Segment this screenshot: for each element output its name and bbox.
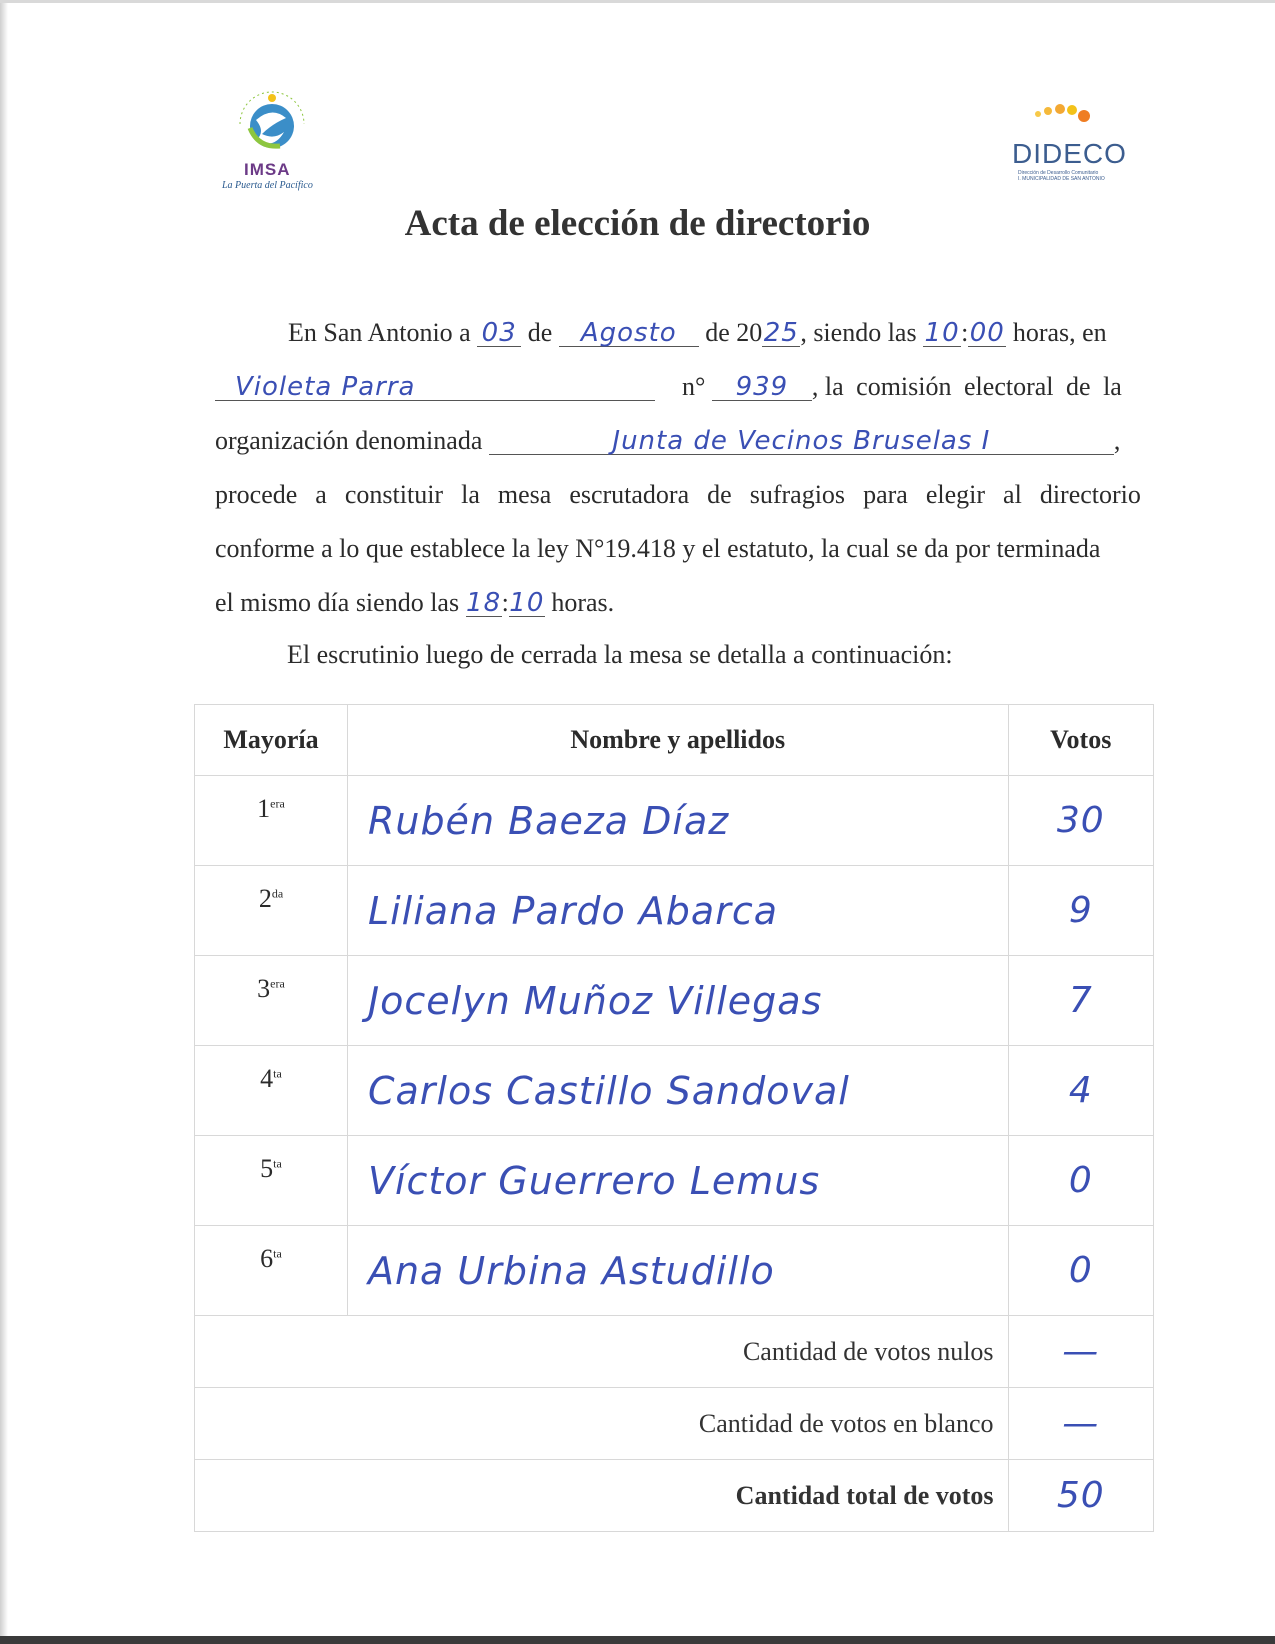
candidate-name: Jocelyn Muñoz Villegas	[367, 978, 823, 1023]
null-votes-value: —	[1062, 1331, 1100, 1372]
street-value: Violeta Parra	[235, 372, 416, 402]
header-rank: Mayoría	[195, 705, 348, 776]
candidate-votes: 30	[1056, 800, 1105, 841]
total-votes-row	[195, 1460, 1154, 1532]
header-name: Nombre y apellidos	[347, 705, 1008, 776]
month-value: Agosto	[580, 318, 677, 348]
table-row	[195, 866, 1154, 956]
scan-shadow-left	[0, 0, 8, 1644]
candidate-votes: 0	[1068, 1160, 1093, 1201]
candidate-votes: 4	[1068, 1070, 1093, 1111]
paragraph-line-6: el mismo día siendo las 18:10 horas.	[215, 588, 615, 618]
street-number-value: 939	[735, 372, 789, 402]
candidate-name: Víctor Guerrero Lemus	[367, 1158, 821, 1203]
dideco-logo-subtitle-2: I. MUNICIPALIDAD DE SAN ANTONIO	[1018, 176, 1105, 182]
table-row	[195, 1136, 1154, 1226]
total-votes-value: 50	[1056, 1475, 1105, 1516]
imsa-logo-tagline: La Puerta del Pacífico	[222, 180, 313, 191]
document-title: Acta de elección de directorio	[404, 203, 871, 244]
paragraph-line-1: En San Antonio a 03 de Agosto de 2025, siendo las 10:00 horas, en	[288, 318, 1107, 348]
scan-shadow-top	[0, 0, 1275, 3]
imsa-logo-text: IMSA	[244, 160, 291, 179]
end-minute-value: 10	[509, 588, 545, 618]
year-value: 25	[763, 318, 799, 348]
end-hour-value: 18	[466, 588, 502, 618]
rank-cell: $4^{ta}$	[195, 1046, 348, 1136]
day-value: 03	[481, 318, 517, 348]
rank-cell: $6^{ta}$	[195, 1226, 348, 1316]
start-hour-value: 10	[924, 318, 960, 348]
paragraph-line-2: Violeta Parra n° 939 , la comisión electoral de la	[215, 372, 1122, 402]
candidate-name: Liliana Pardo Abarca	[367, 888, 779, 933]
null-votes-row	[195, 1316, 1154, 1388]
dideco-logo-subtitle: Dirección de Desarrollo Comunitario	[1018, 170, 1099, 176]
null-votes-label: Cantidad de votos nulos	[195, 1316, 1009, 1388]
paragraph-line-7: El escrutinio luego de cerrada la mesa se detalla a continuación:	[287, 640, 953, 669]
candidate-name: Ana Urbina Astudillo	[367, 1248, 775, 1293]
rank-cell: $5^{ta}$	[195, 1136, 348, 1226]
blank-votes-value: —	[1062, 1403, 1100, 1444]
blank-votes-label: Cantidad de votos en blanco	[195, 1388, 1009, 1460]
candidate-name: Carlos Castillo Sandoval	[367, 1068, 850, 1113]
table-row	[195, 776, 1154, 866]
candidate-votes: 0	[1068, 1250, 1093, 1291]
rank-cell: $2^{da}$	[195, 866, 348, 956]
rank-cell: $3^{era}$	[195, 956, 348, 1046]
candidate-votes: 7	[1068, 980, 1093, 1021]
total-votes-label: Cantidad total de votos	[195, 1460, 1009, 1532]
candidate-name: Rubén Baeza Díaz	[367, 798, 730, 843]
table-header-row	[195, 705, 1154, 776]
paragraph-line-5: conforme a lo que establece la ley N°19.418 y el estatuto, la cual se da por terminada	[215, 534, 1101, 563]
rank-cell: $1^{era}$	[195, 776, 348, 866]
header-votes: Votos	[1008, 705, 1153, 776]
results-table	[194, 704, 1154, 1532]
start-minute-value: 00	[969, 318, 1005, 348]
paragraph-line-4: procede a constituir la mesa escrutadora de sufragios para elegir al directorio	[215, 480, 1141, 509]
table-row	[195, 1046, 1154, 1136]
candidate-votes: 9	[1068, 890, 1093, 931]
paragraph-line-3: organización denominada Junta de Vecinos Bruselas I ,	[215, 426, 1121, 456]
organization-value: Junta de Vecinos Bruselas I	[612, 426, 991, 456]
scan-shadow-bottom	[0, 1636, 1275, 1644]
blank-votes-row	[195, 1388, 1154, 1460]
table-row	[195, 1226, 1154, 1316]
table-row	[195, 956, 1154, 1046]
dideco-logo-text: DIDECO	[1012, 138, 1127, 169]
